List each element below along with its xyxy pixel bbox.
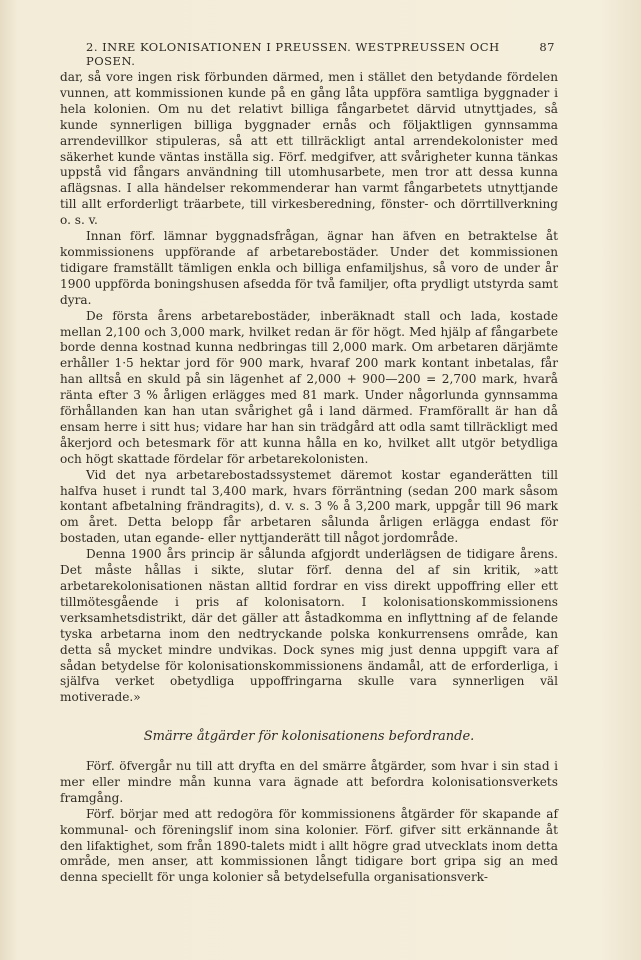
paragraph: Förf. börjar med att redogöra för kommissionens åtgärder för skapande af kommunal- och föreningslif inom sina kolonier. Förf. gifver sitt erkännande åt den lifaktighet, som från 1890-talets midt i allt högre grad utvecklats inom detta område, men anser, att kommissionen långt tidigare bort gripa sig an med denna speciellt för unga kolonier så betydelsefulla organisationsverk- xyxy=(60,806,558,885)
paragraph: Innan förf. lämnar byggnadsfrågan, ägnar han äfven en betraktelse åt kommissionens uppförande af arbetarebostäder. Under det kommissionen tidigare framställt tämligen enkla och billiga enfamiljshus, så voro de under år 1900 uppförda boningshusen afsedda för två familjer, ofta prydligt utstyrda samt dyra. xyxy=(60,229,558,307)
paragraph: Förf. öfvergår nu till att dryfta en del smärre åtgärder, som hvar i sin stad i mer eller mindre mån kunna vara ägnade att befordra kolonisationsverkets framgång. xyxy=(60,759,558,805)
section-subheading: Smärre åtgärder för kolonisationens befordrande. xyxy=(143,729,475,744)
section-text xyxy=(60,759,558,886)
running-header-title: 2. INRE KOLONISATIONEN I PREUSSEN. WESTPREUSSEN OCH POSEN. xyxy=(86,40,500,68)
running-header xyxy=(86,40,555,68)
main-text xyxy=(60,70,558,706)
paragraph: Vid det nya arbetarebostadssystemet däremot kostar eganderätten till halfva huset i rundt tal 3,400 mark, hvars förräntning (sedan 200 mark såsom kontant afbetalning frändragits), d. v. s. 3 % å 3,200 mark, uppgår till 96 mark om året. Detta belopp får arbetaren sålunda årligen erlägga endast för bostaden, utan egande- eller nyttjanderätt till något jordområde. xyxy=(60,467,558,546)
paragraph: De första årens arbetarebostäder, inberäknadt stall och lada, kostade mellan 2,100 och 3,000 mark, hvilket redan är för högt. Med hjälp af fångarbete borde denna kostnad kunna nedbringas till 2,000 mark. Om arbetaren därjämte erhåller 1·5 hektar jord för 900 mark, hvaraf 200 mark kontant inbetalas, får han alltså en skuld på sin lägenhet af 2,000 + 900—200 = 2,700 mark, hvarå ränta efter 3 % årligen erlägges med 81 mark. Under någorlunda gynnsamma förhållanden kan han utan svårighet gå i land därmed. Framförallt är han då ensam herre i sitt hus; vidare har han sin trädgård att odla samt tillräckligt med åkerjord och betesmark för att kunna hålla en ko, hvilket allt utgör betydliga och högt skattade fördelar för arbetarekolonisten. xyxy=(60,308,558,466)
page-number: 87 xyxy=(539,40,555,54)
paragraph: dar, så vore ingen risk förbunden därmed, men i stället den betydande fördelen vunnen, att kommissionen kunde på en gång låta uppföra samtliga byggnader i hela kolonien. Om nu det relativt billiga fångarbetet därvid utnyttjades, så kunde synnerligen billiga byggnader ernås och följaktligen gynnsamma arrendevillkor stipuleras, så att ett tillräckligt antal arrendekolonister med säkerhet kunde väntas inställa sig. Förf. medgifver, att svårigheter kunna tänkas uppstå vid fångars användning till utomhusarbete, men tror att dessa kunna aflägsnas. I alla händelser rekommenderar han varmt fångarbetets utnyttjande till allt erforderligt träarbete, till virkesberedning, fönster- och dörrtillverkning o. s. v. xyxy=(60,70,558,228)
paragraph: Denna 1900 års princip är sålunda afgjordt underlägsen de tidigare årens. Det måste hållas i sikte, slutar förf. denna del af sin kritik, »att arbetarekolonisationen nästan alltid fordrar en viss direkt uppoffring eller ett tillmötesgående i pris af kolonisatorn. I kolonisationskommissionens verksamhetsdistrikt, där det gäller att åstadkomma en inflyttning af de felande tyska arbetarna inom den nedtryckande polska konkurrensens område, kan detta så mycket mindre undvikas. Dock synes mig just denna uppgift vara af sådan betydelse för kolonisationskommissionens ändamål, att de erforderliga, i själfva verket obetydliga uppoffringarna skulle vara synnerligen väl motiverade.» xyxy=(60,547,558,705)
